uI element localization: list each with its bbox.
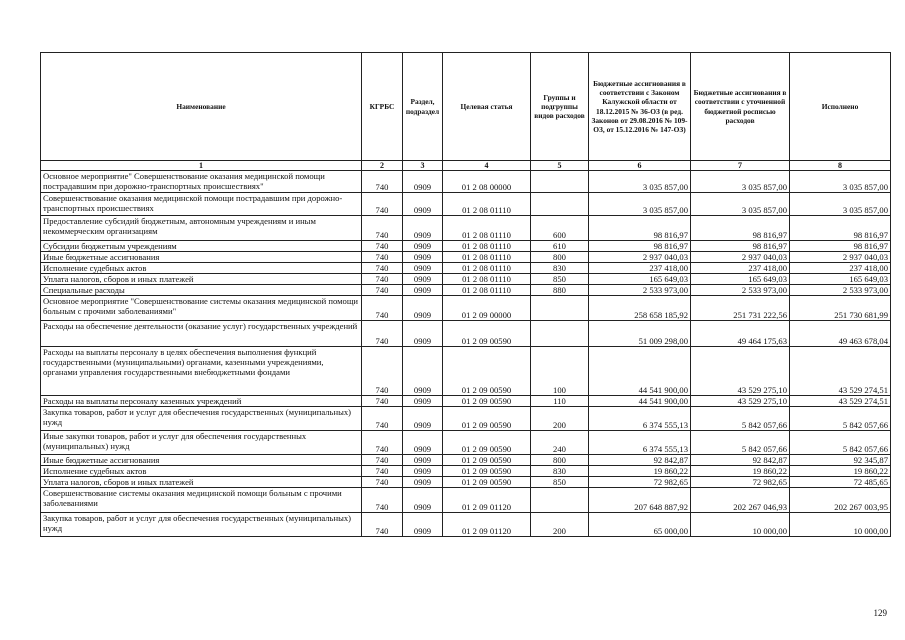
row-name: Совершенствование оказания медицинской помощи пострадавшим при дорожно-транспортных происшествиях [41, 193, 362, 216]
row-expense-group: 600 [531, 216, 589, 241]
row-executed-amount: 5 842 057,66 [790, 407, 891, 431]
row-section: 0909 [403, 407, 443, 431]
table-row [41, 513, 891, 537]
row-expense-group: 610 [531, 241, 589, 252]
row-executed-amount: 43 529 274,51 [790, 347, 891, 396]
row-name: Совершенствование системы оказания медицинской помощи больным с прочими заболеваниями [41, 488, 362, 513]
row-law-amount: 19 860,22 [589, 466, 691, 477]
header-groups: Группы и подгруппы видов расходов [531, 53, 589, 161]
row-law-amount: 3 035 857,00 [589, 171, 691, 193]
row-grbs: 740 [362, 252, 403, 263]
row-executed-amount: 2 937 040,03 [790, 252, 891, 263]
row-target-article: 01 2 08 01110 [443, 252, 531, 263]
row-section: 0909 [403, 431, 443, 455]
row-target-article: 01 2 09 00590 [443, 347, 531, 396]
row-law-amount: 6 374 555,13 [589, 407, 691, 431]
row-executed-amount: 202 267 003,95 [790, 488, 891, 513]
row-grbs: 740 [362, 347, 403, 396]
row-section: 0909 [403, 171, 443, 193]
row-grbs: 740 [362, 513, 403, 537]
row-law-amount: 44 541 900,00 [589, 347, 691, 396]
row-expense-group: 110 [531, 396, 589, 407]
header-name: Наименование [41, 53, 362, 161]
page-number: 129 [873, 608, 887, 618]
row-target-article: 01 2 09 00590 [443, 431, 531, 455]
row-grbs: 740 [362, 285, 403, 296]
row-law-amount: 207 648 887,92 [589, 488, 691, 513]
table-row [41, 193, 891, 216]
row-grbs: 740 [362, 216, 403, 241]
header-refined: Бюджетные ассигнования в соответствии с уточненной бюджетной росписью расходов [691, 53, 790, 161]
table-row [41, 171, 891, 193]
row-executed-amount: 251 730 681,99 [790, 296, 891, 321]
row-grbs: 740 [362, 274, 403, 285]
column-number: 7 [691, 161, 790, 171]
row-refined-amount: 98 816,97 [691, 241, 790, 252]
header-executed: Исполнено [790, 53, 891, 161]
row-name: Субсидии бюджетным учреждениям [41, 241, 362, 252]
row-refined-amount: 2 533 973,00 [691, 285, 790, 296]
row-executed-amount: 49 463 678,04 [790, 321, 891, 347]
header-grbs: КГРБС [362, 53, 403, 161]
row-refined-amount: 202 267 046,93 [691, 488, 790, 513]
row-section: 0909 [403, 347, 443, 396]
table-row [41, 455, 891, 466]
column-number: 4 [443, 161, 531, 171]
row-executed-amount: 98 816,97 [790, 216, 891, 241]
table-row [41, 216, 891, 241]
table-body [41, 171, 891, 537]
row-name: Исполнение судебных актов [41, 466, 362, 477]
row-name: Иные бюджетные ассигнования [41, 252, 362, 263]
row-section: 0909 [403, 285, 443, 296]
row-name: Уплата налогов, сборов и иных платежей [41, 477, 362, 488]
row-grbs: 740 [362, 488, 403, 513]
row-executed-amount: 43 529 274,51 [790, 396, 891, 407]
header-target: Целевая статья [443, 53, 531, 161]
row-target-article: 01 2 09 00590 [443, 466, 531, 477]
row-refined-amount: 237 418,00 [691, 263, 790, 274]
row-name: Специальные расходы [41, 285, 362, 296]
row-executed-amount: 10 000,00 [790, 513, 891, 537]
row-section: 0909 [403, 513, 443, 537]
row-name: Исполнение судебных актов [41, 263, 362, 274]
row-name: Закупка товаров, работ и услуг для обеспечения государственных (муниципальных) нужд [41, 513, 362, 537]
row-expense-group: 850 [531, 477, 589, 488]
table-row [41, 241, 891, 252]
row-refined-amount: 72 982,65 [691, 477, 790, 488]
row-law-amount: 258 658 185,92 [589, 296, 691, 321]
row-name: Уплата налогов, сборов и иных платежей [41, 274, 362, 285]
row-law-amount: 98 816,97 [589, 241, 691, 252]
row-grbs: 740 [362, 455, 403, 466]
row-section: 0909 [403, 321, 443, 347]
row-refined-amount: 98 816,97 [691, 216, 790, 241]
row-section: 0909 [403, 241, 443, 252]
row-expense-group: 200 [531, 513, 589, 537]
row-expense-group: 800 [531, 455, 589, 466]
table-row [41, 347, 891, 396]
table-header-row [41, 53, 891, 161]
table-row [41, 407, 891, 431]
column-number: 6 [589, 161, 691, 171]
row-executed-amount: 165 649,03 [790, 274, 891, 285]
row-target-article: 01 2 08 01110 [443, 216, 531, 241]
row-name: Основное мероприятие "Совершенствование системы оказания медицинской помощи больным с прочими заболеваниями" [41, 296, 362, 321]
row-executed-amount: 72 485,65 [790, 477, 891, 488]
row-law-amount: 92 842,87 [589, 455, 691, 466]
row-grbs: 740 [362, 171, 403, 193]
column-number: 3 [403, 161, 443, 171]
row-law-amount: 2 533 973,00 [589, 285, 691, 296]
header-section: Раздел, подраздел [403, 53, 443, 161]
row-refined-amount: 10 000,00 [691, 513, 790, 537]
row-expense-group [531, 488, 589, 513]
row-section: 0909 [403, 455, 443, 466]
row-section: 0909 [403, 477, 443, 488]
row-section: 0909 [403, 466, 443, 477]
row-expense-group: 240 [531, 431, 589, 455]
row-refined-amount: 3 035 857,00 [691, 193, 790, 216]
row-refined-amount: 43 529 275,10 [691, 396, 790, 407]
row-law-amount: 3 035 857,00 [589, 193, 691, 216]
table-row [41, 321, 891, 347]
table-row [41, 466, 891, 477]
row-target-article: 01 2 08 01110 [443, 285, 531, 296]
row-target-article: 01 2 09 01120 [443, 488, 531, 513]
row-target-article: 01 2 09 00590 [443, 477, 531, 488]
row-law-amount: 72 982,65 [589, 477, 691, 488]
row-refined-amount: 49 464 175,63 [691, 321, 790, 347]
row-refined-amount: 43 529 275,10 [691, 347, 790, 396]
row-target-article: 01 2 08 00000 [443, 171, 531, 193]
row-expense-group: 830 [531, 466, 589, 477]
row-section: 0909 [403, 216, 443, 241]
row-target-article: 01 2 08 01110 [443, 241, 531, 252]
row-expense-group [531, 193, 589, 216]
row-law-amount: 65 000,00 [589, 513, 691, 537]
column-number: 5 [531, 161, 589, 171]
column-number: 2 [362, 161, 403, 171]
row-executed-amount: 3 035 857,00 [790, 193, 891, 216]
row-law-amount: 165 649,03 [589, 274, 691, 285]
row-refined-amount: 19 860,22 [691, 466, 790, 477]
row-refined-amount: 5 842 057,66 [691, 431, 790, 455]
row-name: Предоставление субсидий бюджетным, автономным учреждениям и иным некоммерческим организациям [41, 216, 362, 241]
header-law: Бюджетные ассигнования в соответствии с Законом Калужской области от 18.12.2015 № 36-ОЗ (в ред. Законов от 29.08.2016 № 109-ОЗ, от 15.12.2016 № 147-ОЗ) [589, 53, 691, 161]
row-expense-group: 830 [531, 263, 589, 274]
column-number-row [41, 161, 891, 171]
row-executed-amount: 3 035 857,00 [790, 171, 891, 193]
row-name: Расходы на обеспечение деятельности (оказание услуг) государственных учреждений [41, 321, 362, 347]
row-section: 0909 [403, 263, 443, 274]
row-expense-group: 880 [531, 285, 589, 296]
row-target-article: 01 2 09 00000 [443, 296, 531, 321]
row-executed-amount: 19 860,22 [790, 466, 891, 477]
budget-table [40, 52, 891, 537]
row-name: Расходы на выплаты персоналу казенных учреждений [41, 396, 362, 407]
row-section: 0909 [403, 193, 443, 216]
row-executed-amount: 237 418,00 [790, 263, 891, 274]
row-executed-amount: 92 345,87 [790, 455, 891, 466]
row-section: 0909 [403, 488, 443, 513]
column-number: 1 [41, 161, 362, 171]
row-refined-amount: 251 731 222,56 [691, 296, 790, 321]
row-refined-amount: 92 842,87 [691, 455, 790, 466]
row-grbs: 740 [362, 477, 403, 488]
table-row [41, 296, 891, 321]
row-law-amount: 98 816,97 [589, 216, 691, 241]
table-row [41, 477, 891, 488]
row-grbs: 740 [362, 241, 403, 252]
row-name: Иные бюджетные ассигнования [41, 455, 362, 466]
row-name: Расходы на выплаты персоналу в целях обеспечения выполнения функций государственными (муниципальными) органами, казенными учреждениями, органами управления государственными внебюджетными фондами [41, 347, 362, 396]
row-law-amount: 2 937 040,03 [589, 252, 691, 263]
row-section: 0909 [403, 274, 443, 285]
row-grbs: 740 [362, 321, 403, 347]
row-target-article: 01 2 09 00590 [443, 407, 531, 431]
row-target-article: 01 2 08 01110 [443, 274, 531, 285]
table-row [41, 263, 891, 274]
row-expense-group [531, 296, 589, 321]
row-target-article: 01 2 09 00590 [443, 396, 531, 407]
table-row [41, 396, 891, 407]
row-target-article: 01 2 09 01120 [443, 513, 531, 537]
row-name: Иные закупки товаров, работ и услуг для обеспечения государственных (муниципальных) нужд [41, 431, 362, 455]
row-law-amount: 44 541 900,00 [589, 396, 691, 407]
row-expense-group [531, 171, 589, 193]
row-expense-group: 850 [531, 274, 589, 285]
table-row [41, 431, 891, 455]
row-grbs: 740 [362, 431, 403, 455]
row-grbs: 740 [362, 296, 403, 321]
row-refined-amount: 165 649,03 [691, 274, 790, 285]
row-grbs: 740 [362, 193, 403, 216]
row-law-amount: 6 374 555,13 [589, 431, 691, 455]
table-row [41, 488, 891, 513]
row-target-article: 01 2 09 00590 [443, 321, 531, 347]
row-expense-group: 100 [531, 347, 589, 396]
row-grbs: 740 [362, 263, 403, 274]
row-section: 0909 [403, 396, 443, 407]
row-target-article: 01 2 08 01110 [443, 193, 531, 216]
row-law-amount: 51 009 298,00 [589, 321, 691, 347]
row-refined-amount: 2 937 040,03 [691, 252, 790, 263]
table-row [41, 274, 891, 285]
row-executed-amount: 98 816,97 [790, 241, 891, 252]
row-refined-amount: 5 842 057,66 [691, 407, 790, 431]
row-name: Основное мероприятие" Совершенствование оказания медицинской помощи пострадавшим при дорожно-транспортных происшествиях" [41, 171, 362, 193]
row-law-amount: 237 418,00 [589, 263, 691, 274]
row-target-article: 01 2 08 01110 [443, 263, 531, 274]
row-executed-amount: 5 842 057,66 [790, 431, 891, 455]
row-expense-group: 200 [531, 407, 589, 431]
row-expense-group [531, 321, 589, 347]
table-row [41, 252, 891, 263]
column-number: 8 [790, 161, 891, 171]
row-refined-amount: 3 035 857,00 [691, 171, 790, 193]
row-executed-amount: 2 533 973,00 [790, 285, 891, 296]
row-expense-group: 800 [531, 252, 589, 263]
row-target-article: 01 2 09 00590 [443, 455, 531, 466]
row-section: 0909 [403, 252, 443, 263]
row-grbs: 740 [362, 466, 403, 477]
row-section: 0909 [403, 296, 443, 321]
table-row [41, 285, 891, 296]
row-grbs: 740 [362, 396, 403, 407]
row-name: Закупка товаров, работ и услуг для обеспечения государственных (муниципальных) нужд [41, 407, 362, 431]
row-grbs: 740 [362, 407, 403, 431]
